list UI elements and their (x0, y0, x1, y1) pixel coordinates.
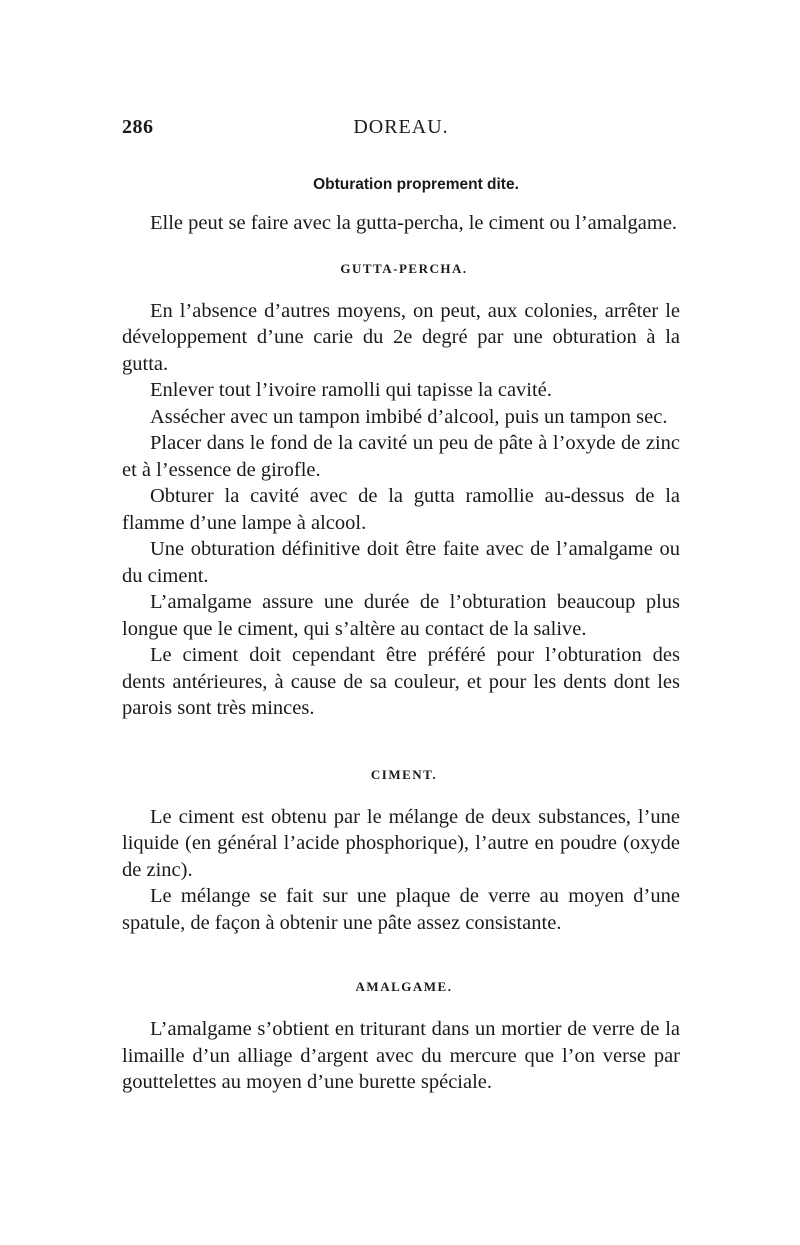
section-title: Obturation proprement dite. (313, 176, 519, 193)
ciment-heading: CIMENT. (370, 766, 438, 782)
gutta-percha-heading: GUTTA-PERCHA. (340, 260, 468, 276)
amalgame-heading: AMALGAME. (355, 979, 453, 994)
ciment-paragraph: Le mélange se fait sur une plaque de verre au moyen d’une spatule, de façon à obtenir une pâte assez consistante. (122, 885, 680, 934)
gutta-percha-paragraph: Placer dans le fond de la cavité un peu de pâte à l’oxyde de zinc et à l’essence de girofle. (122, 432, 680, 481)
intro-paragraph: Elle peut se faire avec la gutta-percha, le ciment ou l’amalgame. (150, 212, 678, 234)
gutta-percha-paragraph: L’amalgame assure une durée de l’obturation beaucoup plus longue que le ciment, qui s’altère au contact de la salive. (122, 591, 680, 640)
gutta-percha-paragraph: Enlever tout l’ivoire ramolli qui tapisse la cavité. (150, 379, 552, 401)
gutta-percha-paragraph: Obturer la cavité avec de la gutta ramollie au-dessus de la flamme d’une lampe à alcool. (122, 485, 680, 534)
gutta-percha-paragraph: Le ciment doit cependant être préféré pour l’obturation des dents antérieures, à cause de sa couleur, et pour les dents dont les parois sont très minces. (122, 644, 680, 719)
ciment-paragraph: Le ciment est obtenu par le mélange de deux substances, l’une liquide (en général l’acide phosphorique), l’autre en poudre (oxyde de zinc). (122, 805, 680, 881)
running-title: DOREAU. (353, 116, 449, 138)
book-page (122, 108, 680, 1096)
amalgame-paragraph: L’amalgame s’obtient en triturant dans un mortier de verre de la limaille d’un alliage d’argent avec du mercure que l’on verse par gouttelettes au moyen d’une burette spéciale. (122, 1018, 680, 1093)
gutta-percha-paragraph: Assécher avec un tampon imbibé d’alcool, puis un tampon sec. (150, 405, 668, 428)
gutta-percha-paragraph: En l’absence d’autres moyens, on peut, aux colonies, arrêter le développement d’une carie du 2e degré par une obturation à la gutta. (122, 299, 680, 375)
page-number: 286 (122, 116, 154, 138)
gutta-percha-paragraph: Une obturation définitive doit être faite avec de l’amalgame ou du ciment. (122, 538, 680, 587)
running-head (122, 108, 680, 144)
